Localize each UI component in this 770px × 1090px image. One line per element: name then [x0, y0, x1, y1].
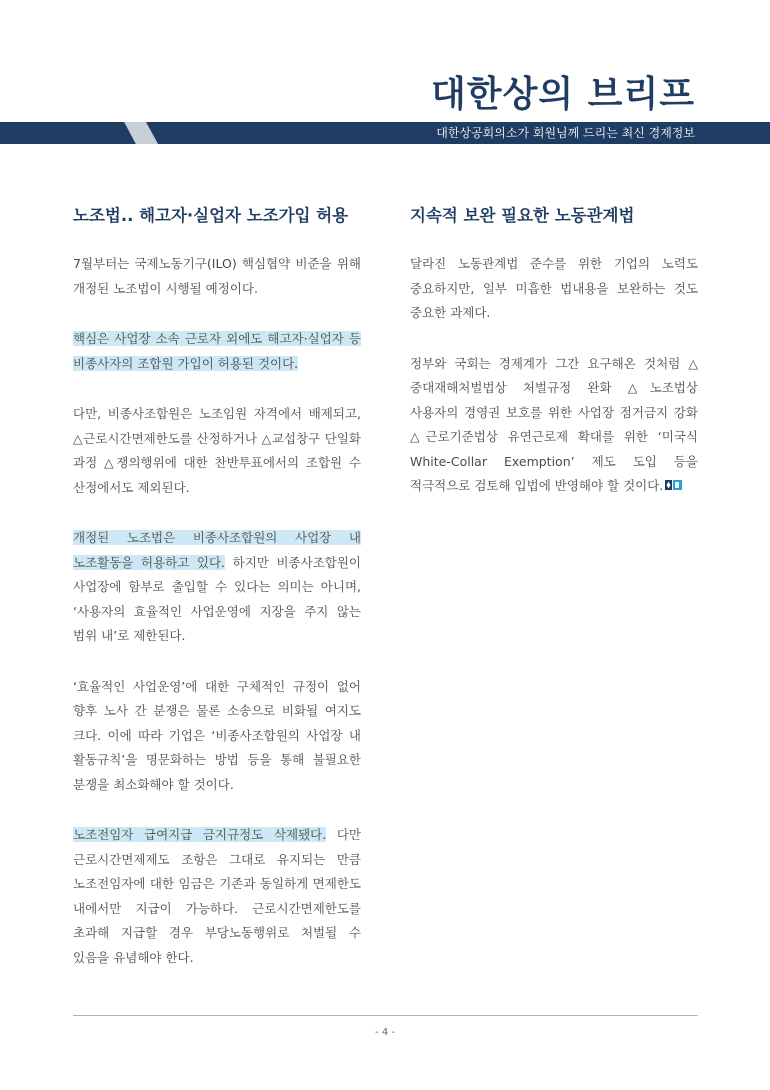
- left-paragraph-1: 7월부터는 국제노동기구(ILO) 핵심협약 비준을 위해 개정된 노조법이 시행될 예정이다.: [73, 256, 361, 296]
- brand-title: 대한상의 브리프: [431, 74, 695, 115]
- highlighted-text: 노조전임자 급여지급 금지규정도 삭제됐다.: [73, 827, 327, 842]
- footer-divider: [73, 1015, 698, 1016]
- left-paragraph-6: [73, 823, 361, 970]
- left-paragraph-5: ‘효율적인 사업운영’에 대한 구체적인 규정이 없어 향후 노사 간 분쟁은 물론 소송으로 비화될 여지도 크다. 이에 따라 기업은 ‘비종사조합원의 사업장 내 활동규칙’을 명문화하는 방법 등을 통해 불필요한 분쟁을 최소화해야 할 것이다.: [73, 678, 361, 792]
- left-paragraph-2: [73, 327, 361, 376]
- right-heading: 지속적 보완 필요한 노동관계법: [410, 206, 635, 225]
- header-banner: [0, 122, 770, 144]
- highlighted-text: 핵심은 사업장 소속 근로자 외에도 해고자·실업자 등 비종사자의 조합원 가입이 허용된 것이다.: [73, 331, 361, 371]
- banner-subtitle: 대한상공회의소가 회원님께 드리는 최신 경제정보: [436, 126, 695, 140]
- right-paragraph-2: [410, 352, 698, 499]
- paragraph-text: 정부와 국회는 경제계가 그간 요구해온 것처럼 △중대재해처벌법상 처벌규정 완화 △노조법상 사용자의 경영권 보호를 위한 사업장 점거금지 강화 △근로기준법상 유연근로제 확대를 위한 ‘미국식 White-Collar Exemption’ 제도 도입 등을 적극적으로 검토해 입법에 반영해야 할 것이다.: [410, 355, 698, 493]
- right-column: [410, 202, 698, 525]
- paragraph-text: 하지만 비종사조합원이 사업장에 함부로 출입할 수 있다는 의미는 아니며, ‘사용자의 효율적인 사업운영에 지장을 주지 않는 범위 내’로 제한된다.: [73, 554, 362, 643]
- left-heading: 노조법.. 해고자·실업자 노조가입 허용: [73, 206, 349, 225]
- left-paragraph-4: [73, 526, 361, 649]
- banner-left-block: [0, 122, 138, 144]
- right-paragraph-1: 달라진 노동관계법 준수를 위한 기업의 노력도 중요하지만, 일부 미흡한 법내용을 보완하는 것도 중요한 과제다.: [410, 256, 698, 320]
- highlighted-text: 개정된 노조법은 비종사조합원의 사업장 내 노조활동을 허용하고 있다.: [73, 530, 361, 570]
- left-paragraph-3: 다만, 비종사조합원은 노조임원 자격에서 배제되고, △근로시간면제한도를 산정하거나 △교섭창구 단일화 과정 △쟁의행위에 대한 찬반투표에서의 조합원 수 산정에서도 제외된다.: [73, 406, 361, 495]
- page-number: - 4 -: [375, 1027, 395, 1038]
- paragraph-text: 다만 근로시간면제제도 조항은 그대로 유지되는 만큼 노조전임자에 대한 임금은 기존과 동일하게 면제한도 내에서만 지급이 가능하다. 근로시간면제한도를 초과해 지급할 경우 부당노동행위로 처벌될 수 있음을 유념해야 한다.: [73, 827, 361, 965]
- document-end-mark-icon: [665, 479, 683, 491]
- left-column: [73, 202, 361, 996]
